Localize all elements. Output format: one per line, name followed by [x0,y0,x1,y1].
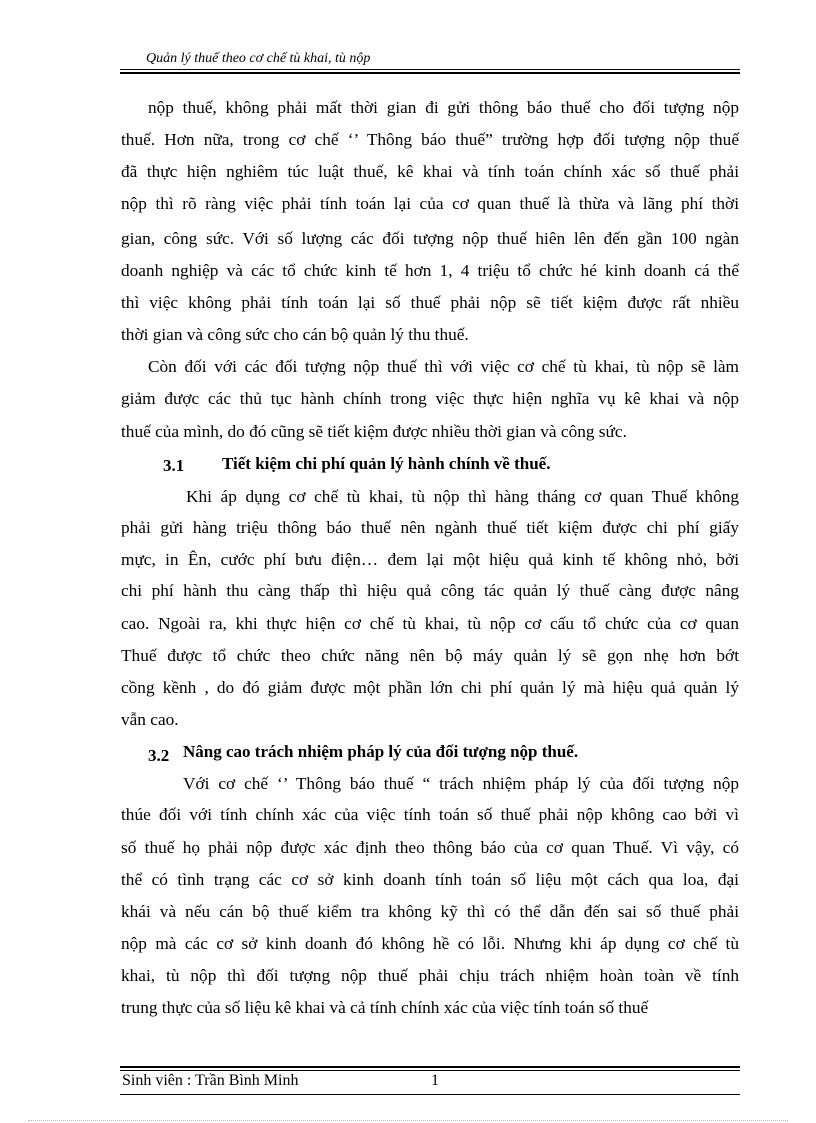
p4-line-7: khai, tù nộp thì đối tượng nộp thuế phải chịu trách nhiệm hoàn toàn về tính [121,966,739,985]
p4-line-5: khái và nếu cán bộ thuế kiểm tra không kỹ thì có thể dẫn đến sai số thuế phải [121,902,739,921]
p3-line-5: cao. Ngoài ra, khi thực hiện cơ chế tù khai, tù nộp cơ cấu tổ chức của cơ quan [121,614,739,633]
p3-line-3: mực, in Ên, cước phí bưu điện… đem lại một hiệu quả kinh tế không nhỏ, bởi [121,550,739,569]
p1-line-3: đã thực hiện nghiêm túc luật thuế, kê khai và tính toán chính xác số thuế phải [121,162,739,181]
page-boundary-divider [28,1120,788,1121]
footer-student-name: Sinh viên : Trần Bình Minh [122,1072,299,1089]
p3-line-4: chi phí hành thu càng thấp thì hiệu quả công tác quản lý thuế càng được nâng [121,581,739,600]
footer-rule-thick [120,1066,740,1068]
p2-line-3: thuế của mình, do đó cũng sẽ tiết kiệm được nhiều thời gian và công sức. [121,422,627,441]
p1-line-4: nộp thì rõ ràng việc phải tính toán lại của cơ quan thuế là thừa và lãng phí thời [121,194,739,213]
running-header: Quản lý thuế theo cơ chế tù khai, tù nộp [146,51,371,66]
footer-rule-thin [120,1070,740,1071]
footer-bottom-rule [120,1094,740,1095]
p3-line-2: phải gửi hàng triệu thông báo thuế nên ngành thuế tiết kiệm được chi phí giấy [121,518,739,537]
p1-line-2: thuế. Hơn nữa, trong cơ chế ‘’ Thông báo thuế” trường hợp đối tượng nộp thuế [121,130,739,149]
p1-line-5: gian, công sức. Với số lượng các đối tượng nộp thuế hiên lên đến gần 100 ngàn [121,229,739,248]
header-rule-thin [120,69,740,70]
p1-line-6: doanh nghiệp và các tổ chức kinh tế hơn 1, 4 triệu tổ chức hé kinh doanh cá thể [121,261,739,280]
footer-page-number: 1 [431,1072,439,1089]
section-3-2-number: 3.2 [148,746,170,765]
p4-line-2: thúe đối với tính chính xác của việc tính toán số thuế phải nộp không cao bởi vì [121,805,739,824]
p4-line-4: thể có tình trạng các cơ sở kinh doanh tính toán số liệu một cách qua loa, đại [121,870,739,889]
p1-line-8: thời gian và công sức cho cán bộ quản lý thu thuế. [121,325,469,344]
p2-line-2: giảm được các thủ tục hành chính trong việc thực hiện nghĩa vụ kê khai và nộp [121,389,739,408]
p2-line-1: Còn đối với các đối tượng nộp thuế thì với việc cơ chế tù khai, tù nộp sẽ làm [148,357,739,376]
p3-line-6: Thuế được tổ chức theo chức năng nên bộ máy quản lý sẽ gọn nhẹ hơn bớt [121,646,739,665]
p3-line-8: vẫn cao. [121,710,179,729]
p1-line-7: thì việc không phải tính toán lại số thuế phải nộp sẽ tiết kiệm được rất nhiều [121,293,739,312]
section-3-1-number: 3.1 [163,456,185,475]
p3-line-1: Khi áp dụng cơ chế tù khai, tù nộp thì hàng tháng cơ quan Thuế không [186,487,739,506]
p4-line-8: trung thực của số liệu kê khai và cả tính chính xác của việc tính toán số thuế [121,998,649,1017]
p1-line-1: nộp thuế, không phải mất thời gian đi gửi thông báo thuế cho đối tượng nộp [148,98,739,117]
p4-line-1: Với cơ chế ‘’ Thông báo thuế “ trách nhiệm pháp lý của đối tượng nộp [183,774,739,793]
p4-line-6: nộp mà các cơ sở kinh doanh đó không hề có lỗi. Nhưng khi áp dụng cơ chế tù [121,934,739,953]
p3-line-7: cồng kềnh , do đó giảm được một phần lớn chi phí quản lý mà hiệu quả quản lý [121,678,739,697]
header-rule-thick [120,72,740,74]
section-3-1-title: Tiết kiệm chi phí quản lý hành chính về thuế. [222,454,551,473]
p4-line-3: số thuế họ phải nộp được xác định theo thông báo của cơ quan Thuế. Vì vậy, có [121,838,739,857]
section-3-2-title: Nâng cao trách nhiệm pháp lý của đối tượng nộp thuế. [183,742,579,761]
